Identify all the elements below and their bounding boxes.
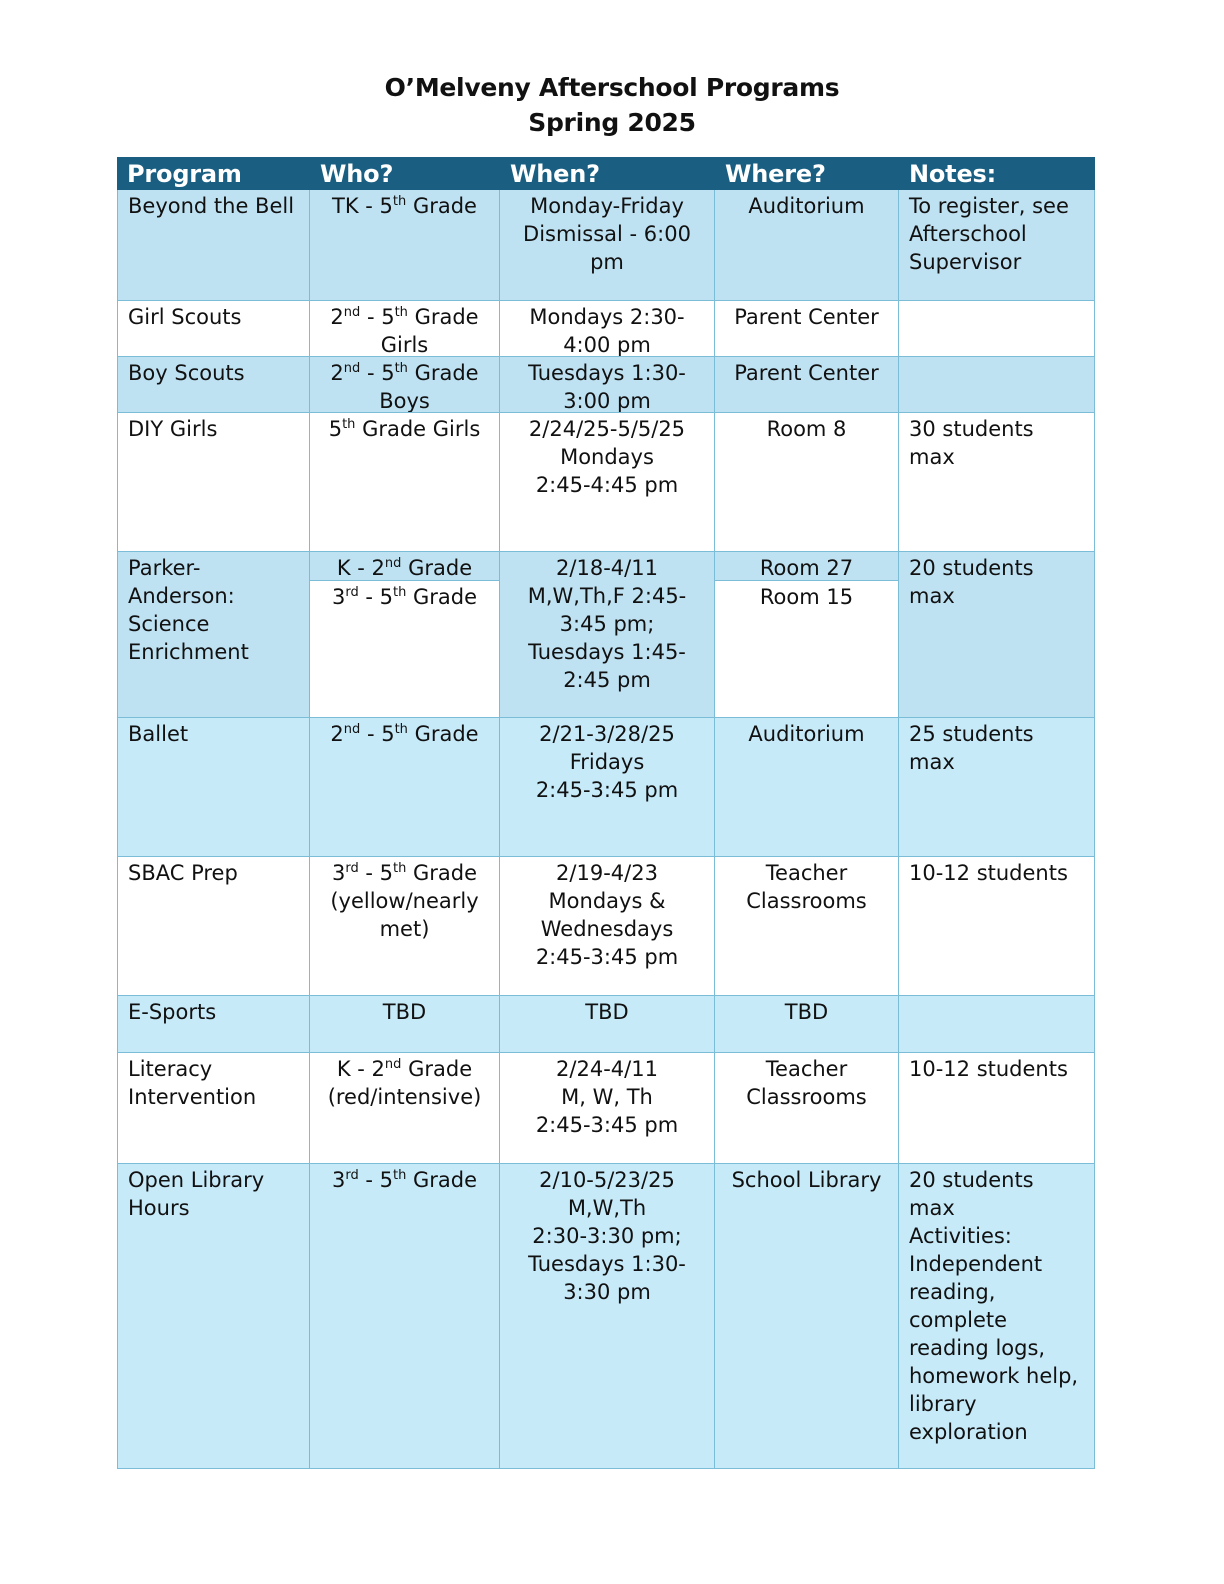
cell-line: Literacy — [128, 1057, 213, 1081]
ordinal-suffix: rd — [345, 861, 359, 876]
cell-line — [314, 415, 495, 443]
cell-line: TBD — [382, 1000, 427, 1024]
cell-program — [117, 190, 310, 301]
cell-line: 2/19-4/23 — [556, 861, 658, 885]
cell-line: 3:30 pm — [563, 1280, 651, 1304]
document-title: O’Melveny Afterschool Programs — [384, 73, 840, 102]
cell-who — [310, 996, 500, 1053]
cell-who — [310, 357, 500, 413]
cell-who — [310, 190, 500, 301]
cell-program — [117, 552, 310, 718]
cell-line: Mondays — [560, 445, 654, 469]
cell-when — [500, 1053, 715, 1164]
cell-who — [310, 581, 500, 718]
cell-line: 2/10-5/23/25 — [539, 1168, 675, 1192]
cell-line: Ballet — [128, 722, 189, 746]
cell-where — [715, 190, 899, 301]
ordinal-suffix: th — [393, 585, 407, 600]
text-fragment: Grade — [407, 361, 479, 385]
cell-line: 2/24-4/11 — [556, 1057, 658, 1081]
text-fragment: - 5 — [358, 585, 393, 609]
cell-line: School Library — [731, 1168, 882, 1192]
cell-who — [310, 1164, 500, 1469]
cell-line: Boy Scouts — [128, 361, 245, 385]
cell-line: Teacher — [765, 1057, 848, 1081]
cell-line: reading logs, — [909, 1336, 1046, 1360]
cell-line: Tuesdays 1:45- — [528, 640, 686, 664]
cell-notes — [899, 1053, 1095, 1164]
cell-line: Afterschool — [909, 222, 1027, 246]
cell-line: TBD — [585, 1000, 629, 1024]
cell-where — [715, 357, 899, 413]
text-fragment: Grade — [406, 1168, 478, 1192]
ordinal-suffix: th — [394, 722, 408, 737]
text-fragment: - 5 — [358, 1168, 393, 1192]
text-fragment: K - 2 — [336, 1057, 385, 1081]
cell-when — [500, 413, 715, 552]
cell-notes — [899, 552, 1095, 718]
cell-line: max — [909, 445, 955, 469]
ordinal-suffix: th — [393, 1168, 407, 1183]
cell-line: 4:00 pm — [563, 333, 651, 357]
cell-line: Auditorium — [748, 722, 865, 746]
cell-line: Teacher — [765, 861, 848, 885]
cell-line: Mondays & — [548, 889, 666, 913]
ordinal-suffix: nd — [343, 305, 361, 320]
cell-line: Classrooms — [746, 1085, 867, 1109]
ordinal-suffix: th — [394, 361, 408, 376]
ordinal-suffix: th — [342, 417, 356, 432]
cell-line: M, W, Th — [561, 1085, 653, 1109]
cell-line: Tuesdays 1:30- — [528, 1252, 686, 1276]
cell-line — [314, 192, 495, 220]
cell-where — [715, 301, 899, 357]
cell-line: (red/intensive) — [327, 1085, 482, 1109]
cell-where — [715, 413, 899, 552]
cell-line — [314, 583, 495, 611]
cell-line: DIY Girls — [128, 417, 218, 441]
ordinal-suffix: nd — [384, 1057, 402, 1072]
cell-line: Girl Scouts — [128, 305, 242, 329]
cell-line: Wednesdays — [540, 917, 674, 941]
cell-line — [314, 1166, 495, 1194]
cell-line: Boys — [379, 389, 430, 413]
cell-line: max — [909, 584, 955, 608]
cell-line: Hours — [128, 1196, 190, 1220]
cell-line: Auditorium — [748, 194, 865, 218]
cell-line: 10-12 students — [909, 861, 1068, 885]
cell-where: Room 15 — [715, 581, 899, 718]
cell-program — [117, 357, 310, 413]
header-notes: Notes: — [899, 157, 1095, 190]
cell-line: Anderson: — [128, 584, 235, 608]
cell-notes — [899, 857, 1095, 996]
cell-where — [715, 1164, 899, 1469]
cell-line: 2:45-3:45 pm — [535, 1113, 679, 1137]
cell-notes — [899, 718, 1095, 857]
cell-who — [310, 552, 500, 581]
text-fragment: Grade — [407, 305, 479, 329]
header-program: Program — [117, 157, 310, 190]
cell-line: pm — [590, 250, 624, 274]
cell-when — [500, 1164, 715, 1469]
programs-table — [117, 157, 1095, 1469]
text-fragment: Grade — [406, 861, 478, 885]
cell-line — [314, 554, 495, 581]
cell-line: 30 students — [909, 417, 1034, 441]
cell-line: Beyond the Bell — [128, 194, 295, 218]
text-fragment: 2 — [330, 361, 344, 385]
cell-line: 2/18-4/11 — [556, 556, 658, 580]
text-fragment: Grade Girls — [355, 417, 481, 441]
cell-program — [117, 1164, 310, 1469]
cell-line: Classrooms — [746, 889, 867, 913]
text-fragment: 5 — [328, 417, 343, 441]
cell-line: 2:45-4:45 pm — [535, 473, 679, 497]
cell-where — [715, 996, 899, 1053]
cell-line: 3:00 pm — [563, 389, 651, 413]
cell-program — [117, 857, 310, 996]
ordinal-suffix: rd — [345, 1168, 359, 1183]
cell-line: complete — [909, 1308, 1008, 1332]
header-who: Who? — [310, 157, 500, 190]
cell-line — [314, 1055, 495, 1083]
cell-line — [314, 859, 495, 887]
ordinal-suffix: th — [394, 305, 408, 320]
cell-where — [715, 857, 899, 996]
cell-line: max — [909, 750, 955, 774]
cell-line: Parent Center — [734, 361, 879, 385]
cell-line: TBD — [784, 1000, 829, 1024]
cell-line: Supervisor — [909, 250, 1022, 274]
ordinal-suffix: rd — [345, 585, 359, 600]
cell-line: Girls — [380, 333, 429, 357]
cell-line: met) — [379, 917, 430, 941]
cell-line: 25 students — [909, 722, 1034, 746]
cell-line: E-Sports — [128, 1000, 217, 1024]
text-fragment: Grade — [401, 1057, 473, 1081]
cell-line: Dismissal - 6:00 — [523, 222, 691, 246]
cell-line: M,W,Th — [567, 1196, 647, 1220]
cell-line: Enrichment — [128, 640, 249, 664]
cell-line: 10-12 students — [909, 1057, 1068, 1081]
cell-line: Activities: — [909, 1224, 1012, 1248]
text-fragment: Grade — [401, 556, 473, 580]
ordinal-suffix: th — [392, 194, 407, 209]
cell-where: Room 27 — [715, 552, 899, 581]
cell-notes — [899, 301, 1095, 357]
text-fragment: TK - 5 — [332, 194, 393, 218]
header-when: When? — [500, 157, 715, 190]
cell-line: Room 8 — [766, 417, 847, 441]
text-fragment: - 5 — [360, 722, 395, 746]
cell-program — [117, 301, 310, 357]
cell-line: Monday-Friday — [530, 194, 684, 218]
cell-who — [310, 718, 500, 857]
cell-line: exploration — [909, 1420, 1028, 1444]
cell-line: Parker- — [128, 556, 201, 580]
cell-line — [314, 359, 495, 387]
text-fragment: Grade — [406, 194, 477, 218]
text-fragment: 2 — [330, 722, 344, 746]
cell-when — [500, 190, 715, 301]
cell-line: homework help, — [909, 1364, 1079, 1388]
cell-notes — [899, 357, 1095, 413]
cell-when — [500, 857, 715, 996]
cell-line: 2:45-3:45 pm — [535, 778, 679, 802]
cell-notes — [899, 190, 1095, 301]
text-fragment: 3 — [331, 585, 346, 609]
text-fragment: 3 — [331, 1168, 346, 1192]
cell-line: SBAC Prep — [128, 861, 238, 885]
cell-line: Open Library — [128, 1168, 265, 1192]
document-subtitle: Spring 2025 — [528, 108, 696, 137]
header-where: Where? — [715, 157, 899, 190]
cell-program — [117, 413, 310, 552]
text-fragment: Grade — [406, 585, 478, 609]
cell-notes — [899, 1164, 1095, 1469]
cell-line — [314, 720, 495, 748]
text-fragment: 3 — [331, 861, 346, 885]
cell-line: Intervention — [128, 1085, 257, 1109]
cell-line — [314, 303, 495, 331]
cell-line: max — [909, 1196, 955, 1220]
cell-when — [500, 996, 715, 1053]
text-fragment: - 5 — [360, 305, 395, 329]
cell-line: 2:45 pm — [563, 668, 651, 692]
cell-notes — [899, 413, 1095, 552]
text-fragment: - 5 — [360, 361, 395, 385]
cell-line: Fridays — [569, 750, 645, 774]
cell-line: M,W,Th,F 2:45- — [527, 584, 687, 608]
cell-line: 2/21-3/28/25 — [539, 722, 675, 746]
text-fragment: K - 2 — [336, 556, 385, 580]
cell-when — [500, 301, 715, 357]
cell-line: 2:45-3:45 pm — [535, 945, 679, 969]
ordinal-suffix: nd — [343, 361, 361, 376]
cell-where — [715, 718, 899, 857]
cell-who — [310, 413, 500, 552]
ordinal-suffix: nd — [343, 722, 361, 737]
cell-line: Tuesdays 1:30- — [528, 361, 686, 385]
cell-program — [117, 1053, 310, 1164]
cell-line: 2:30-3:30 pm; — [532, 1224, 682, 1248]
text-fragment: 2 — [330, 305, 344, 329]
cell-line: 20 students — [909, 556, 1034, 580]
cell-line: Science — [128, 612, 210, 636]
cell-when — [500, 357, 715, 413]
cell-who — [310, 301, 500, 357]
cell-line: 2/24/25-5/5/25 — [528, 417, 686, 441]
cell-line: reading, — [909, 1280, 996, 1304]
cell-line: To register, see — [909, 194, 1069, 218]
cell-program — [117, 996, 310, 1053]
cell-line: (yellow/nearly — [330, 889, 479, 913]
cell-where — [715, 1053, 899, 1164]
cell-notes — [899, 996, 1095, 1053]
cell-program — [117, 718, 310, 857]
cell-line: 3:45 pm; — [559, 612, 655, 636]
text-fragment: Grade — [407, 722, 479, 746]
ordinal-suffix: nd — [384, 556, 402, 571]
text-fragment: - 5 — [358, 861, 393, 885]
cell-when — [500, 718, 715, 857]
cell-when — [500, 552, 715, 718]
cell-line: library — [909, 1392, 977, 1416]
cell-line: Parent Center — [734, 305, 879, 329]
ordinal-suffix: th — [393, 861, 407, 876]
cell-line: Independent — [909, 1252, 1043, 1276]
cell-line: 20 students — [909, 1168, 1034, 1192]
cell-who — [310, 1053, 500, 1164]
cell-line: Mondays 2:30- — [529, 305, 685, 329]
cell-who — [310, 857, 500, 996]
